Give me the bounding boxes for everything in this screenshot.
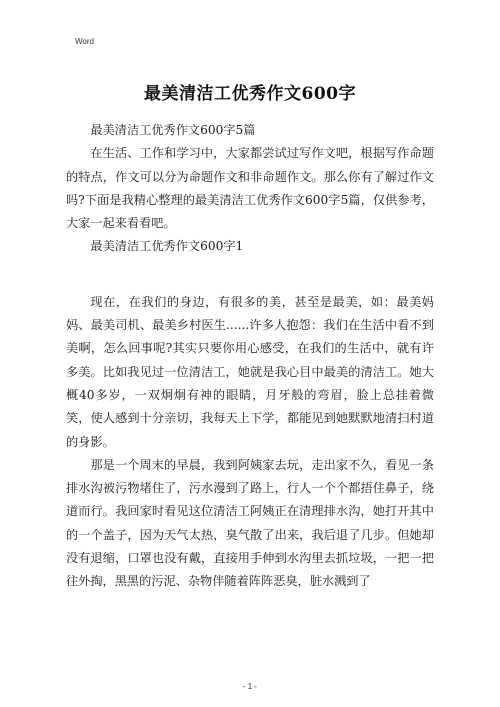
body-paragraph: 现在，在我们的身边，有很多的美，甚至是最美，如：最美妈妈、最美司机、最美乡村医生......许多人抱怨：我们在生活中看不到美啊，怎么回事呢?其实只要你用心感受，在我们的生活中，就有许多美。比如我见过一位清洁工，她就是我心目中最美的清洁工。她大概40多岁，一双炯炯有神的眼睛，月牙般的弯眉，脸上总挂着微笑，使人感到十分亲切，我每天上下学，都能见到她默默地清扫村道的身影。 bbox=[66, 294, 434, 449]
section-heading: 最美清洁工优秀作文600字1 bbox=[90, 239, 244, 254]
document-title: 最美清洁工优秀作文600字 bbox=[144, 84, 356, 104]
body-paragraph: 那是一个周末的早晨，我到阿姨家去玩，走出家不久，看见一条排水沟被污物堵住了，污水漫到了路上，行人一个个都捂住鼻子，绕道而行。我回家时看见这位清洁工阿姨正在清理排水沟，她打开其中的一个盖子，因为天气太热，臭气散了出来，我后退了几步。但她却没有退缩，口罩也没有戴，直接用手伸到水沟里去抓垃圾，一把一把往外掏，黑黑的污泥、杂物伴随着阵阵恶臭，脏水溅到了 bbox=[66, 457, 434, 589]
subtitle-paragraph: 最美清洁工优秀作文600字5篇 bbox=[90, 123, 256, 137]
document-body bbox=[66, 119, 434, 594]
page-number: - 1 - bbox=[242, 682, 258, 691]
intro-paragraph: 在生活、工作和学习中，大家都尝试过写作文吧，根据写作命题的特点，作文可以分为命题作文和非命题作文。那么你有了解过作文吗?下面是我精心整理的最美清洁工优秀作文600字5篇，仅供参考，大家一起来看看吧。 bbox=[66, 146, 434, 231]
header-label: Word bbox=[75, 37, 94, 46]
